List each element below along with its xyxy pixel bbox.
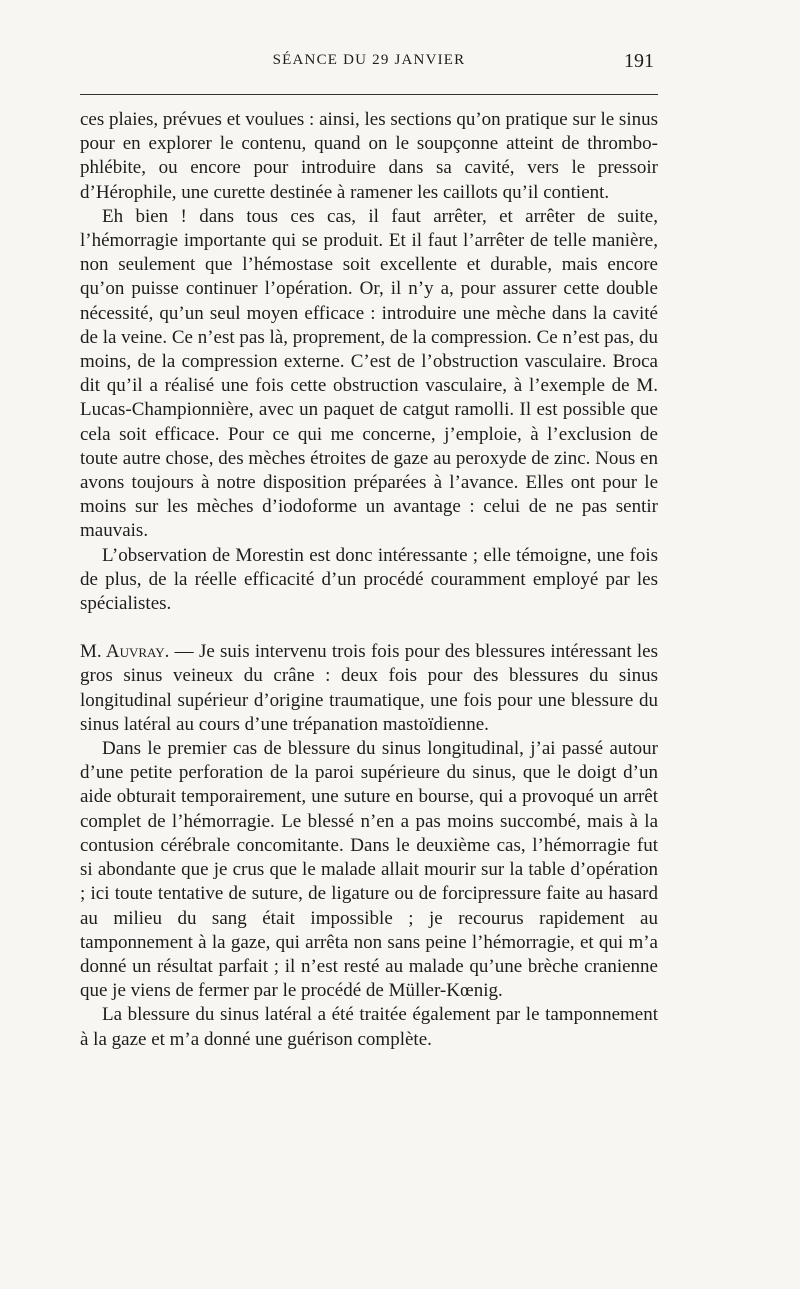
paragraph: L’observation de Morestin est donc intéressante ; elle témoigne, une fois de plus, de la réelle efficacité d’un procédé couramment employé par les spécialistes. <box>80 544 658 615</box>
paragraph: La blessure du sinus latéral a été traitée également par le tamponnement à la gaze et m’a donné une guérison complète. <box>80 1004 658 1050</box>
page-header <box>80 50 658 76</box>
page-number: 191 <box>624 50 654 72</box>
paragraph: Dans le premier cas de blessure du sinus longitudinal, j’ai passé autour d’une petite perforation de la paroi supérieure du sinus, que le doigt d’un aide obturait temporairement, une suture en bourse, qui a provoqué un arrêt complet de l’hémorragie. Le blessé n’en a pas moins succombé, mais à la contusion cérébrale concomitante. Dans le deuxième cas, l’hémorragie fut si abondante que je crus que le malade allait mourir sur la table d’opération ; ici toute tentative de suture, de ligature ou de forcipressure faite au hasard au milieu du sang était impossible ; je recourus rapidement au tamponnement à la gaze, qui arrêta non sans peine l’hémorragie, et qui m’a donné un résultat parfait ; il n’est resté au malade qu’une brèche cranienne que je viens de fermer par le procédé de Müller-Kœnig. <box>80 738 658 1002</box>
speaker-name: M. Auvray. <box>80 641 170 663</box>
speaker-dash: — <box>169 641 199 663</box>
header-rule <box>80 94 658 95</box>
body-text <box>80 108 658 1052</box>
speaker-text: Je suis intervenu trois fois pour des blessures intéressant les gros sinus veineux du crâne : deux fois pour des blessures du sinus longitudinal supérieur d’origine traumatique, une fois pour une blessure du sinus latéral au cours d’une trépanation mastoïdienne. <box>80 641 658 735</box>
speaker-paragraph <box>80 640 658 737</box>
paragraph: Eh bien ! dans tous ces cas, il faut arrêter, et arrêter de suite, l’hémorragie importante qui se produit. Et il faut l’arrêter de telle manière, non seulement que l’hémostase soit excellente et durable, mais encore qu’on puisse continuer l’opération. Or, il n’y a, pour assurer cette double nécessité, qu’un seul moyen efficace : introduire une mèche dans la cavité de la veine. Ce n’est pas là, proprement, de la compression. Ce n’est pas, du moins, de la compression externe. C’est de l’obstruction vasculaire. Broca dit qu’il a réalisé une fois cette obstruction vasculaire, à l’exemple de M. Lucas-Championnière, avec un paquet de catgut ramolli. Il est possible que cela soit efficace. Pour ce qui me concerne, j’emploie, à l’exclusion de toute autre chose, des mèches étroites de gaze au peroxyde de zinc. Nous en avons toujours à notre disposition préparées à l’avance. Elles ont pour le moins sur les mèches d’iodoforme un avantage : celui de ne pas sentir mauvais. <box>80 205 658 542</box>
paragraph-continuation: ces plaies, prévues et voulues : ainsi, les sections qu’on pratique sur le sinus pour en explorer le contenu, quand on le soupçonne atteint de thrombo-phlébite, ou encore pour introduire dans sa cavité, vers le pressoir d’Hérophile, une curette destinée à ramener les caillots qu’il contient. <box>80 109 658 203</box>
running-title: SÉANCE DU 29 JANVIER <box>272 52 466 68</box>
